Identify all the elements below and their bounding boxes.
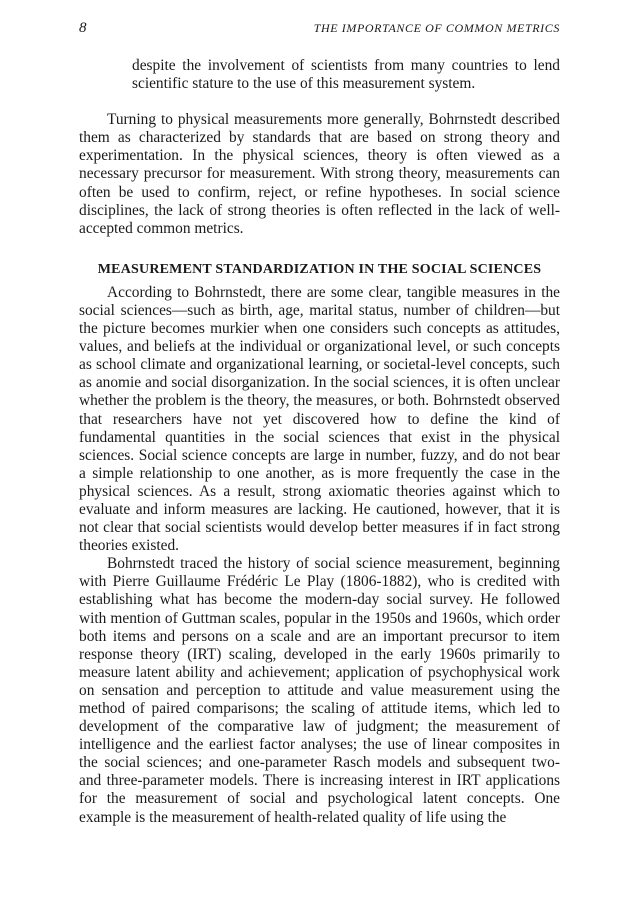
- body-paragraph: Turning to physical measurements more generally, Bohrnstedt described them as characterized by standards that are based on strong theory and experimentation. In the physical sciences, theory is often viewed as a necessary precursor for measurement. With strong theory, measurements can often be used to confirm, reject, or refine hypotheses. In social science disciplines, the lack of strong theories is often reflected in the lack of well-accepted common metrics.: [79, 111, 560, 237]
- page: [79, 20, 560, 827]
- block-quote-text: despite the involvement of scientists from many countries to lend scientific stature to the use of this measurement system.: [132, 57, 560, 93]
- block-quote: [132, 57, 560, 93]
- running-title: THE IMPORTANCE OF COMMON METRICS: [313, 21, 560, 35]
- page-number: 8: [79, 20, 87, 36]
- running-head: [79, 20, 560, 42]
- section-heading: MEASUREMENT STANDARDIZATION IN THE SOCIAL SCIENCES: [97, 261, 542, 277]
- body-paragraph: Bohrnstedt traced the history of social science measurement, beginning with Pierre Guillaume Frédéric Le Play (1806-1882), who is credited with establishing what has become the modern-day social survey. He followed with mention of Guttman scales, popular in the 1950s and 1960s, which order both items and persons on a scale and are an important precursor to item response theory (IRT) scaling, developed in the early 1960s primarily to measure latent ability and achievement; application of psychophysical work on sensation and perception to attitude and value measurement using the method of paired comparisons; the scaling of attitude items, which led to development of the comparative law of judgment; the measurement of intelligence and the earliest factor analyses; the use of linear composites in the social sciences; and one-parameter Rasch models and subsequent two- and three-parameter models. There is increasing interest in IRT applications for the measurement of social and psychological latent concepts. One example is the measurement of health-related quality of life using the: [79, 555, 560, 826]
- body-paragraph: According to Bohrnstedt, there are some clear, tangible measures in the social sciences—such as birth, age, marital status, number of children—but the picture becomes murkier when one considers such concepts as attitudes, values, and beliefs at the individual or organizational level, or such concepts as school climate and organizational learning, or societal-level concepts, such as anomie and social disorganization. In the social sciences, it is often unclear whether the problem is the theory, the measures, or both. Bohrnstedt observed that researchers have not yet discovered how to define the kind of fundamental quantities in the social sciences that exist in the physical sciences. Social science concepts are large in number, fuzzy, and do not bear a simple relationship to one another, as is more frequently the case in the physical sciences. As a result, strong axiomatic theories against which to evaluate and inform measures are lacking. He cautioned, however, that it is not clear that social scientists would develop better measures if in fact strong theories existed.: [79, 283, 560, 555]
